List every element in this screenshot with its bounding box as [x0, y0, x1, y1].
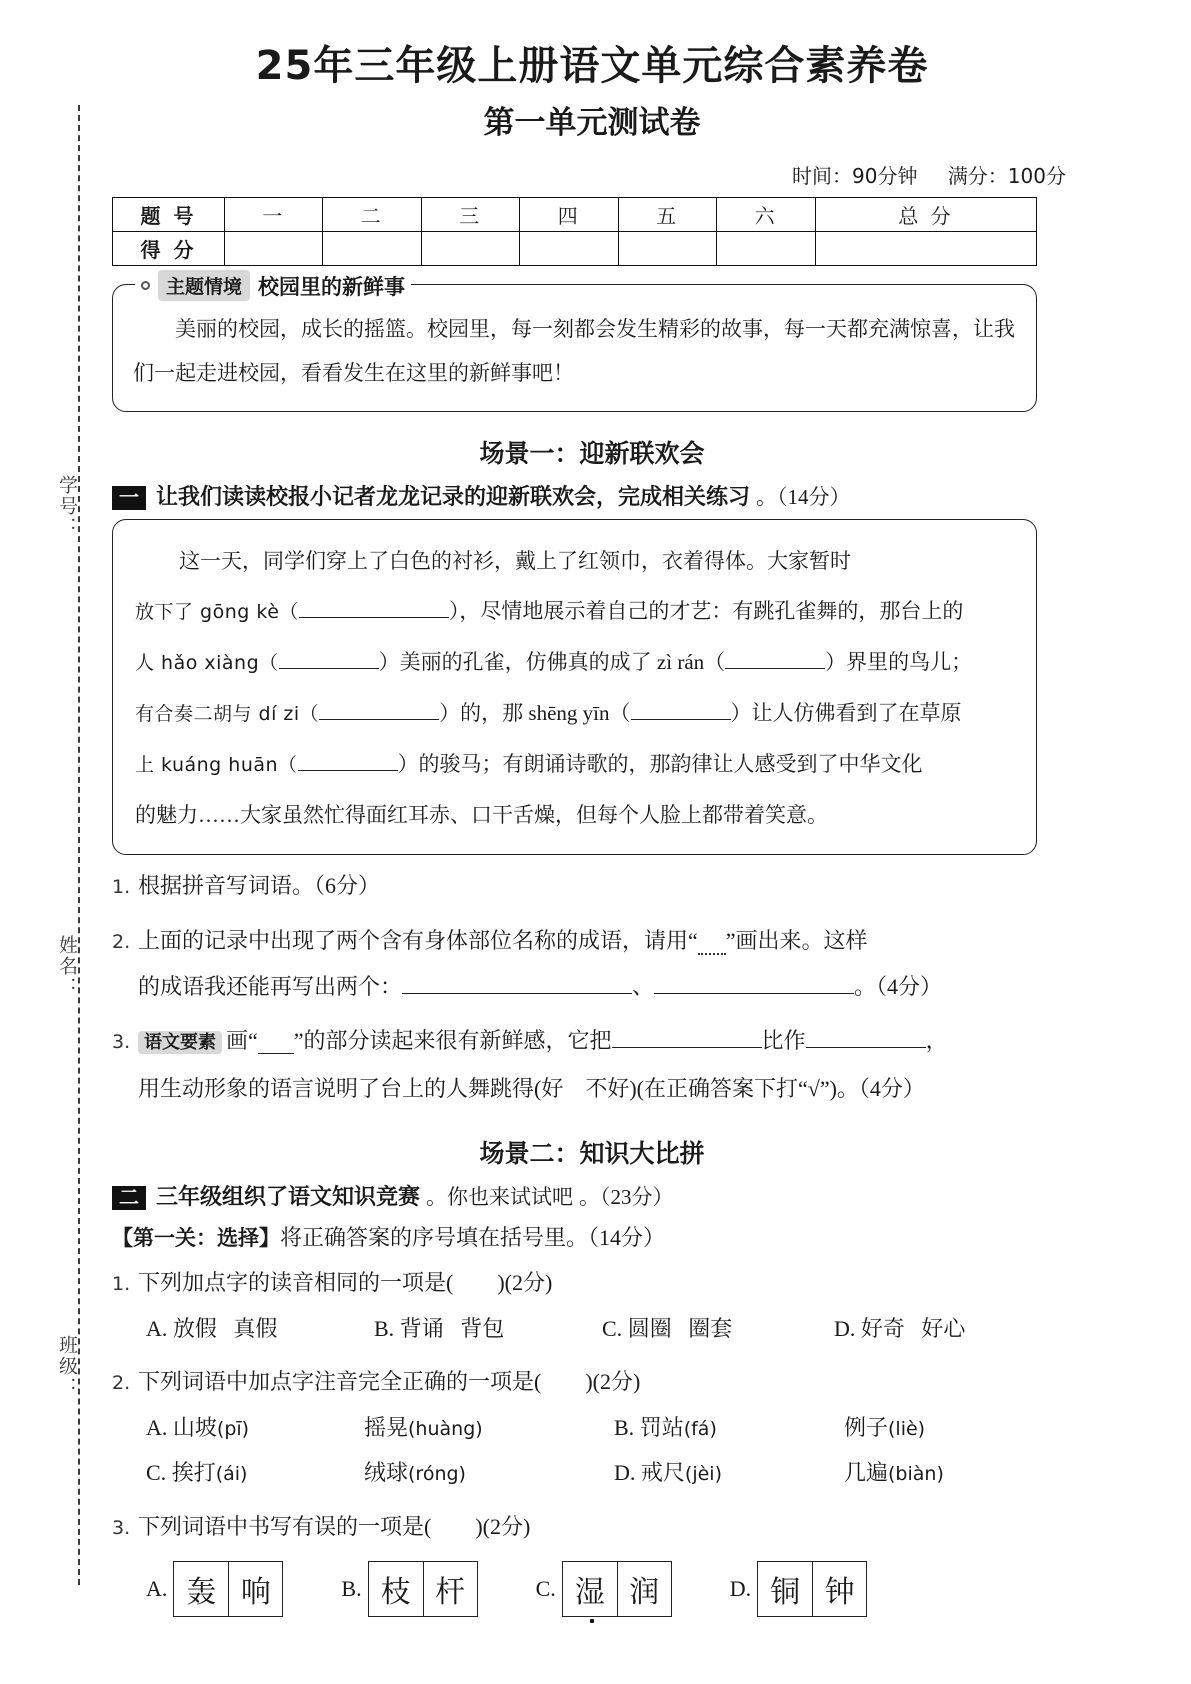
choice-question-1-options [112, 1307, 1072, 1351]
score-cell[interactable] [618, 232, 716, 266]
passage-pinyin: 放下了 gōng kè（ [135, 601, 299, 623]
score-table-col-6: 六 [717, 198, 815, 232]
question-2-stem: 三年级组织了语文知识竞赛 [156, 1185, 421, 1210]
theme-paragraph: 美丽的校园，成长的摇篮。校园里，每一刻都会发生精彩的故事，每一天都充满惊喜，让我们一起走进校园，看看发生在这里的新鲜事吧！ [133, 317, 1015, 385]
text-part: ”画出来。这样 [725, 928, 868, 953]
fill-blank[interactable] [299, 617, 449, 618]
option-a-char-box[interactable]: 轰 响 [173, 1561, 283, 1617]
sub-question-1 [112, 863, 1072, 910]
choice-question-1 [112, 1260, 1072, 1307]
theme-label: 主题情境 [158, 270, 250, 301]
option-c-char-box[interactable]: 湿 润 [562, 1561, 672, 1617]
table-row [113, 232, 1037, 266]
option-b[interactable]: B. 背诵 背包 [374, 1316, 505, 1341]
passage-text: ）让人仿佛看到了在草原 [730, 701, 962, 725]
text-part: 的成语我还能再写出两个： [138, 974, 403, 999]
fill-blank[interactable] [654, 993, 854, 994]
straight-underline-mark [258, 1028, 294, 1054]
theme-topic: 校园里的新鲜事 [258, 274, 406, 299]
question-1-points: 。（14分） [756, 485, 851, 509]
choice-question-2-options-row-2 [112, 1451, 1072, 1496]
score-cell[interactable] [421, 232, 519, 266]
option-c[interactable]: C. 圆圈 圈套 [602, 1316, 733, 1341]
page-subtitle: 第一单元测试卷 [483, 105, 701, 141]
score-table-row-label: 得 分 [113, 232, 225, 266]
skill-tag: 语文要素 [138, 1031, 222, 1054]
option-d-second-word[interactable]: 几遍(biàn) [844, 1460, 944, 1485]
sub-question-number: 1. [112, 1273, 131, 1295]
sub-question-number: 3. [112, 1517, 131, 1539]
score-cell[interactable] [717, 232, 815, 266]
sub-question-number: 3. [112, 1031, 131, 1053]
score-table [112, 197, 1037, 266]
page-title: 25年三年级上册语文单元综合素养卷 [255, 43, 929, 89]
sub-question-number: 1. [112, 876, 131, 898]
passage-pinyin: 上 kuáng huān（ [135, 754, 298, 776]
gate-1-heading [112, 1221, 1072, 1252]
exam-meta [112, 160, 1066, 189]
side-label-student-id: 学号： [56, 475, 77, 538]
fill-blank[interactable] [631, 719, 731, 720]
choice-question-3-options [112, 1561, 1072, 1617]
choice-question-2-options-row-1 [112, 1406, 1072, 1451]
score-table-col-2: 二 [323, 198, 421, 232]
option-a[interactable]: A. 放假 真假 [146, 1316, 278, 1341]
passage-text: ）的骏马；有朗诵诗歌的，那韵律让人感受到了中华文化 [397, 752, 923, 776]
sub-question-text: 下列加点字的读音相同的一项是( )(2分) [138, 1270, 553, 1295]
gate-1-text: 将正确答案的序号填在括号里。（14分） [280, 1225, 666, 1250]
sub-question-number: 2. [112, 1372, 131, 1394]
question-number-badge: 一 [112, 486, 146, 510]
option-d[interactable]: D. 好奇 好心 [834, 1316, 966, 1341]
sub-question-3 [112, 1018, 1072, 1112]
fill-blank[interactable] [806, 1047, 926, 1048]
passage-line-1: 这一天，同学们穿上了白色的衬衫，戴上了红领巾，衣着得体。大家暂时 [179, 549, 851, 573]
text-part: ”的部分读起来很有新鲜感，它把 [293, 1028, 612, 1053]
passage-text: ），尽情地展示着自己的才艺：有跳孔雀舞的，那台上的 [448, 599, 964, 623]
question-2-stem2: 。你也来试试吧 [426, 1185, 574, 1209]
score-table-row-label: 题 号 [113, 198, 225, 232]
passage-line-6: 的魅力……大家虽然忙得面红耳赤、口干舌燥，但每个人脸上都带着笑意。 [135, 803, 828, 827]
score-cell[interactable] [815, 232, 1036, 266]
passage-text: ）美丽的孔雀，仿佛真的成了 zì rán（ [378, 650, 726, 674]
scene-1-title: 场景一：迎新联欢会 [479, 439, 705, 468]
option-a-second-word[interactable]: 摇晃(huàng) [364, 1415, 483, 1440]
option-a[interactable]: A. 山坡(pī) [146, 1415, 250, 1440]
score-table-col-3: 三 [421, 198, 519, 232]
score-cell[interactable] [323, 232, 421, 266]
fill-blank[interactable] [402, 993, 632, 994]
text-part: 用生动形象的语言说明了台上的人舞跳得(好 不好)(在正确答案下打“√”)。（4分） [138, 1076, 925, 1101]
score-cell[interactable] [520, 232, 618, 266]
text-part: 。（4分） [854, 974, 943, 999]
sub-question-2 [112, 918, 1072, 1010]
score-table-col-1: 一 [225, 198, 323, 232]
table-row [113, 198, 1037, 232]
text-part: 画“ [226, 1028, 258, 1053]
text-part: 上面的记录中出现了两个含有身体部位名称的成语，请用“ [138, 928, 698, 953]
passage-line-4 [135, 688, 1014, 739]
option-d-label: D. [729, 1576, 752, 1601]
question-number-badge: 二 [112, 1186, 146, 1210]
side-label-name: 姓名： [56, 935, 77, 998]
sub-question-text: 下列词语中加点字注音完全正确的一项是( )(2分) [138, 1369, 641, 1394]
passage-line-2 [135, 586, 1014, 637]
option-b[interactable]: B. 罚站(fá) [614, 1415, 717, 1440]
passage-line-3 [135, 637, 1014, 688]
wavy-underline-mark [698, 928, 726, 955]
option-c-label: C. [535, 1576, 556, 1601]
exam-total-score: 满分：100分 [947, 164, 1066, 188]
score-table-col-4: 四 [520, 198, 618, 232]
sub-question-text: 根据拼音写词语。（6分） [138, 873, 381, 898]
passage-text: ）的，那 shēng yīn（ [439, 701, 631, 725]
gate-1-tag: 【第一关：选择】 [112, 1226, 280, 1250]
fill-blank[interactable] [319, 719, 439, 720]
sub-question-text [138, 918, 1072, 1010]
exam-time: 时间：90分钟 [792, 164, 918, 188]
question-2-heading [112, 1180, 1072, 1211]
fill-blank[interactable] [612, 1047, 762, 1048]
option-d[interactable]: D. 戒尺(jèi) [614, 1460, 722, 1485]
passage-text: ）界里的鸟儿； [825, 650, 973, 674]
fill-blank[interactable] [298, 770, 398, 771]
text-part: 比作 [761, 1028, 806, 1053]
option-c-second-word[interactable]: 绒球(róng) [364, 1460, 466, 1485]
sub-question-text: 下列词语中书写有误的一项是( )(2分) [138, 1514, 531, 1539]
theme-tag [135, 270, 411, 301]
option-b-second-word[interactable]: 例子(liè) [844, 1415, 926, 1440]
score-table-col-total: 总 分 [815, 198, 1036, 232]
passage-line-5 [135, 739, 1014, 790]
fill-blank[interactable] [725, 668, 825, 669]
student-info-side-labels [46, 105, 80, 1585]
option-c[interactable]: C. 挨打(ái) [146, 1460, 248, 1485]
bullet-dot-icon [141, 281, 150, 290]
text-part: ， [925, 1028, 948, 1053]
option-d-char-box[interactable]: 铜 钟 [757, 1561, 867, 1617]
theme-context-box [112, 274, 1037, 412]
reading-passage [112, 519, 1037, 855]
score-table-col-5: 五 [618, 198, 716, 232]
option-a-label: A. [146, 1576, 168, 1601]
passage-pinyin: 有合奏二胡与 dí zi（ [135, 703, 320, 725]
choice-question-2 [112, 1359, 1072, 1406]
question-1-stem: 让我们读读校报小记者龙龙记录的迎新联欢会，完成相关练习 [156, 485, 751, 510]
question-2-points: 。（23分） [579, 1185, 674, 1209]
text-part: 、 [632, 974, 655, 999]
fill-blank[interactable] [279, 668, 379, 669]
question-1-heading [112, 480, 1072, 511]
score-cell[interactable] [225, 232, 323, 266]
option-b-label: B. [341, 1576, 362, 1601]
side-label-class: 班级： [56, 1335, 77, 1398]
sub-question-number: 2. [112, 931, 131, 953]
passage-pinyin: 人 hǎo xiàng（ [135, 652, 279, 674]
option-b-char-box[interactable]: 枝 杆 [368, 1561, 478, 1617]
choice-question-3 [112, 1504, 1072, 1551]
scene-2-title: 场景二：知识大比拼 [479, 1139, 705, 1168]
paper-content [112, 0, 1072, 1617]
sub-question-text [138, 1018, 1072, 1112]
